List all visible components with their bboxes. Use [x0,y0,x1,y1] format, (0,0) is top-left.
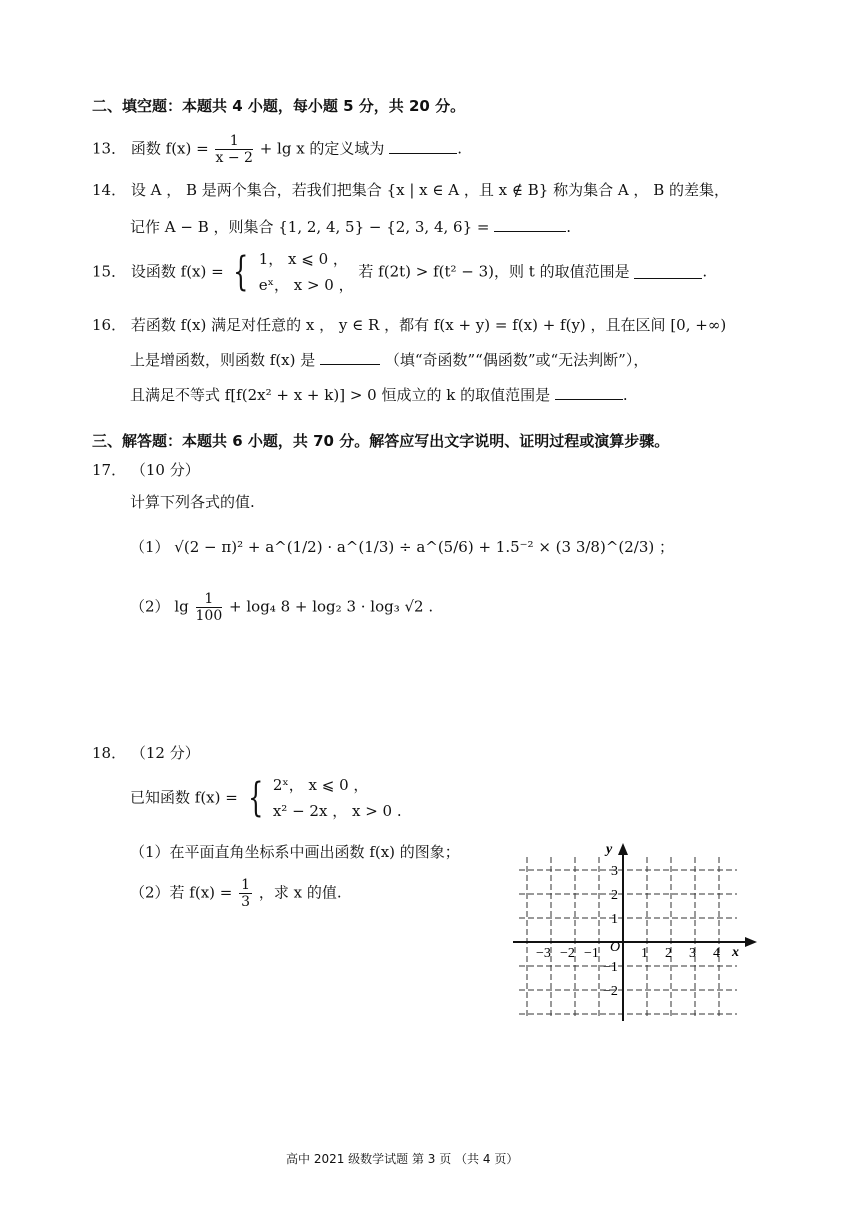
question-18-header [92,746,200,761]
y-axis-arrow-icon [618,843,628,855]
q17-part-1: （1） √(2 − π)² + a^(1/2) · a^(1/3) ÷ a^(5/6) + 1.5⁻² × (3 3/8)^(2/3) ； [130,538,675,556]
q14-number: 14． [92,181,127,199]
x-tick-label: −3 [536,946,551,961]
q16-answer-blank-2[interactable] [555,387,623,400]
q18-intro: 已知函数 f(x) = [130,788,238,807]
q14-end: . [566,218,572,236]
grid-lines [519,857,737,1017]
q15-prefix: 设函数 f(x) = [130,262,224,281]
x-axis-label: x [732,945,739,960]
q15-number: 15． [92,262,127,281]
q18-part-1: （1）在平面直角坐标系中画出函数 f(x) 的图象； [130,843,460,861]
q14-answer-blank[interactable] [494,219,566,232]
q15-case-1: 1， x ⩽ 0 ， [258,250,348,268]
q18-brace: { [247,775,263,821]
q14-line2: 记作 A − B ，则集合 {1, 2, 4, 5} − {2, 3, 4, 6} = [130,218,490,236]
q18-case-1: 2ˣ， x ⩽ 0 ， [272,776,369,794]
x-tick-label: 2 [665,946,672,961]
tick-labels [536,864,720,999]
q17-p2-rest: + log₄ 8 + log₂ 3 · log₃ √2 . [229,597,434,616]
q17-p2-fraction [196,592,223,623]
question-13 [92,134,462,165]
q13-end: . [457,139,462,158]
q18-function [130,772,402,824]
x-tick-label: 3 [689,946,696,961]
q17-intro: 计算下列各式的值. [130,493,255,511]
q13-number: 13． [92,139,127,158]
page-footer: 高中 2021 级数学试题 第 3 页 （共 4 页） [286,1152,519,1166]
q16-answer-blank-1[interactable] [320,352,380,365]
q18-score: （12 分） [130,744,200,762]
y-axis-label: y [606,842,613,857]
q17-p2-label: （2） [130,597,170,616]
q17-p2-frac-den: 100 [195,608,223,624]
question-16-line-1 [92,318,726,333]
y-tick-label: −1 [603,960,618,975]
q16-line2-pre: 上是增函数，则函数 f(x) 是 [130,351,316,369]
question-16-line-2 [130,352,648,368]
x-tick-label: 4 [713,946,720,961]
x-tick-label: 1 [641,946,648,961]
section-2-heading: 二、填空题：本题共 4 小题，每小题 5 分，共 20 分。 [92,97,466,115]
q15-case-2: eˣ， x > 0 ， [258,276,354,294]
q18-p2-post: ，求 x 的值. [258,883,342,902]
q13-suffix: + lg x 的定义域为 [259,139,385,158]
q15-suffix: 若 f(2t) > f(t² − 3)，则 t 的取值范围是 [358,262,630,281]
q18-p2-frac-den: 3 [241,894,251,910]
q17-part-2 [130,592,433,623]
q18-case-2: x² − 2x ， x > 0 . [272,802,402,820]
section-3-heading: 三、解答题：本题共 6 小题，共 70 分。解答应写出文字说明、证明过程或演算步骤。 [92,432,670,450]
q15-end: . [702,262,708,281]
question-14-line-2 [130,219,571,235]
q13-frac-den: x − 2 [215,150,253,166]
y-tick-label: −2 [603,984,618,999]
q17-p2-frac-num: 1 [196,592,223,608]
q13-fraction [215,134,252,165]
q13-frac-num: 1 [215,134,252,150]
q13-answer-blank[interactable] [389,141,457,154]
x-axis-arrow-icon [745,937,757,947]
q17-p2-lg: lg [174,597,189,616]
x-tick-label: −1 [584,946,599,961]
q16-line1: 若函数 f(x) 满足对任意的 x ， y ∈ R ，都有 f(x + y) = f(x) + f(y) ，且在区间 [0, +∞) [130,316,727,334]
question-16-line-3 [130,387,628,403]
coordinate-grid [505,835,765,1025]
q17-number: 17． [92,461,127,479]
q15-cases [259,246,354,298]
x-tick-label: −2 [560,946,575,961]
question-17-header [92,463,200,478]
q18-p2-frac-num: 1 [241,877,251,893]
q17-score: （10 分） [130,461,200,479]
q16-line3-pre: 且满足不等式 f[f(2x² + x + k)] > 0 恒成立的 k 的取值范围是 [130,386,551,404]
q15-brace: { [233,249,249,295]
origin-label: O [610,940,621,955]
q18-part-2 [130,878,342,909]
q18-number: 18． [92,744,127,762]
question-14-line-1 [92,183,729,198]
q16-end: . [622,386,628,404]
question-15 [92,246,707,298]
q15-answer-blank[interactable] [634,266,702,279]
q18-p2-pre: （2）若 f(x) = [130,883,233,902]
q18-cases [273,772,402,824]
q14-line1: 设 A ， B 是两个集合，若我们把集合 {x | x ∈ A ，且 x ∉ B} 称为集合 A ， B 的差集， [130,181,729,199]
q16-line2-post: （填“奇函数”“偶函数”或“无法判断”）， [384,351,649,369]
y-tick-label: 3 [611,864,618,879]
y-tick-label: 2 [611,888,618,903]
q16-number: 16． [92,316,127,334]
y-tick-label: 1 [611,912,618,927]
q18-p2-fraction [239,878,252,909]
q13-prefix: 函数 f(x) = [130,139,209,158]
